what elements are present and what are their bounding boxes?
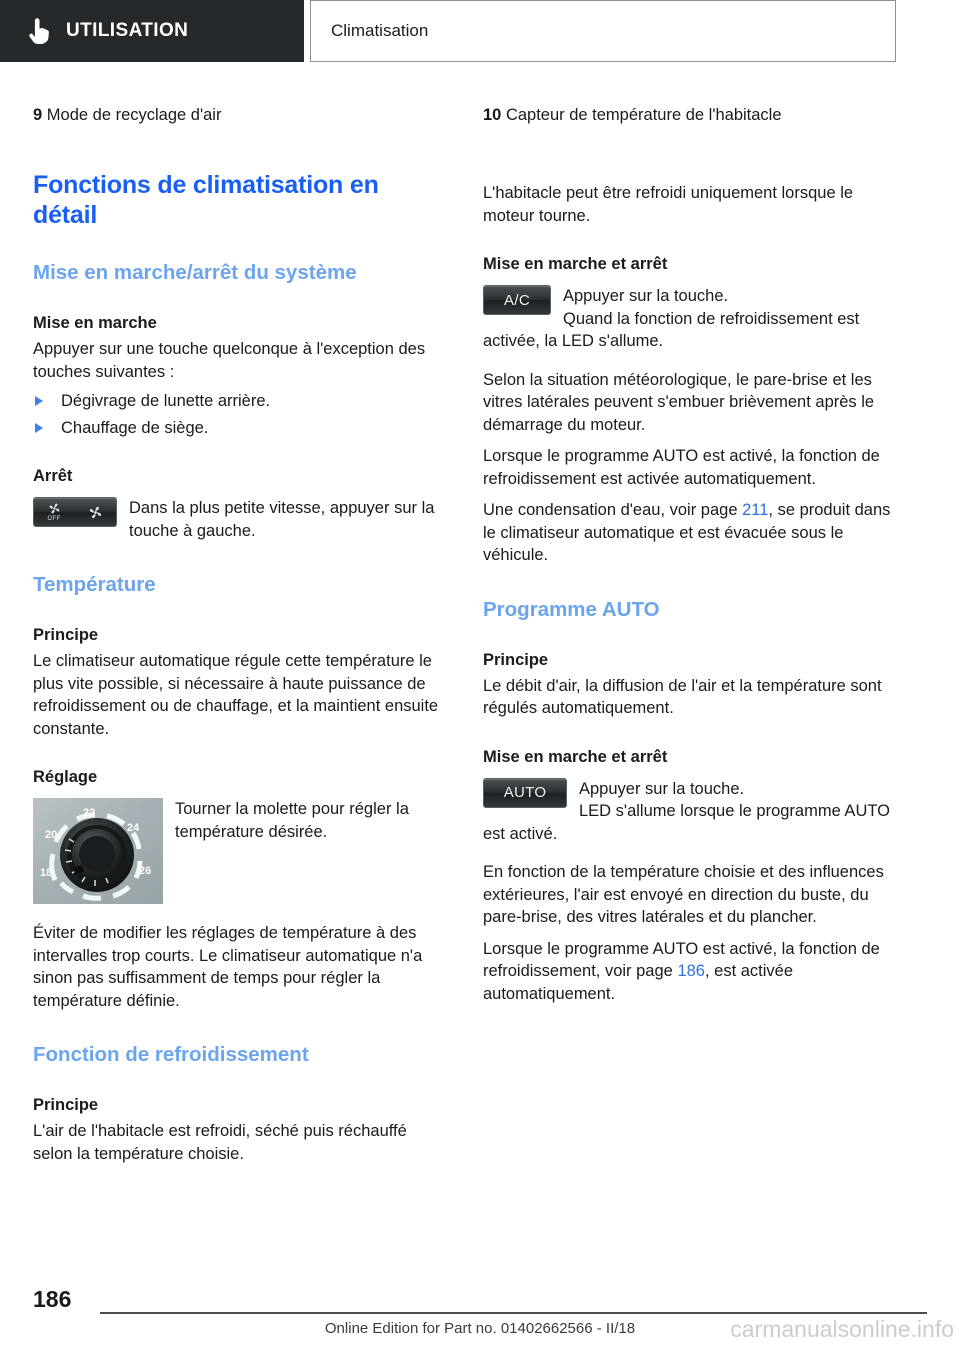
paragraph-air-direction: En fonction de la température choisie et des influences extérieures, l'air est envoyé en direction du buste, du pare-brise, des vitres latérales et du plancher. — [483, 863, 884, 926]
heading-fonction-refroidissement: Fonction de refroidissement — [33, 1043, 309, 1066]
cooling-ref-before: Lorsque le programme AUTO est activé, la fonction de refroidissement, voir page — [483, 939, 880, 980]
heading-reglage: Réglage — [33, 768, 98, 786]
legend-item-10 — [483, 104, 893, 126]
paragraph-mise-en-marche: Appuyer sur une touche quelconque à l'exception des touches suivantes : — [33, 340, 426, 381]
heading-mise-en-marche: Mise en marche — [33, 314, 157, 332]
heading-refroidissement-principe: Principe — [33, 1096, 99, 1114]
heading-arret: Arrêt — [33, 467, 73, 485]
dial-value-22: 22 — [83, 807, 96, 819]
paragraph-refroidissement-principe: L'air de l'habitacle est refroidi, séché puis réchauffé selon la température choisie. — [33, 1122, 407, 1163]
dial-value-24: 24 — [127, 822, 140, 834]
legend-item-9 — [33, 104, 443, 126]
triangle-bullet-icon — [35, 423, 43, 433]
legend-text: Mode de recyclage d'air — [46, 106, 222, 124]
cooling-ref-after: , est activée automatiquement. — [483, 962, 794, 1003]
fan-off-label: OFF — [47, 516, 61, 522]
list-item — [33, 417, 443, 440]
left-column — [33, 104, 443, 1165]
condensation-after: , se produit dans le climatiseur automatique et est évacuée sous le véhicule. — [483, 501, 891, 564]
triangle-bullet-icon — [35, 396, 43, 406]
icon-slot — [33, 497, 117, 527]
auto-instruction-row — [483, 778, 893, 846]
heading-ac-onoff: Mise en marche et arrêt — [483, 255, 668, 273]
fan-icon — [48, 502, 61, 515]
ac-instruction-row — [483, 285, 893, 353]
page-reference-link[interactable]: 211 — [742, 501, 769, 519]
chapter-title-box — [310, 0, 896, 62]
right-column — [483, 104, 893, 1005]
heading-auto-onoff: Mise en marche et arrêt — [483, 747, 668, 766]
paragraph-auto-cooling: Lorsque le programme AUTO est activé, la fonction de refroidissement est activée automatiquement. — [483, 447, 880, 488]
fan-off-cell — [47, 502, 60, 522]
arret-instruction-row — [33, 497, 443, 542]
heading-auto-principe: Principe — [483, 650, 549, 669]
arret-instruction-text: Dans la plus petite vitesse, appuyer sur la touche à gauche. — [129, 499, 435, 540]
paragraph-temperature-note: Éviter de modifier les réglages de température à des intervalles trop courts. Le climatiseur automatique n'a sinon pas suffisamment de temps pour régler la température définie. — [33, 924, 423, 1010]
heading-temperature-principe: Principe — [33, 626, 99, 644]
paragraph-condensation — [483, 499, 893, 567]
ac-button-icon — [483, 285, 551, 315]
auto-button-label: AUTO — [503, 784, 547, 801]
dial-illustration — [33, 798, 163, 904]
edition-watermark: Online Edition for Part no. 01402662566 - II/18 — [324, 1320, 636, 1337]
ac-button-label: A/C — [504, 291, 530, 309]
page-number: 186 — [33, 1286, 72, 1312]
dial-value-20: 20 — [45, 829, 58, 841]
list-item — [33, 390, 443, 413]
footer-divider — [100, 1312, 927, 1314]
exception-key-list — [33, 390, 443, 439]
chapter-title-label: Climatisation — [331, 21, 429, 40]
dial-value-26: 26 — [139, 865, 152, 877]
page-title: Fonctions de climatisation en détail — [33, 171, 379, 229]
auto-led-text: LED s'allume lorsque le programme AUTO est activé. — [483, 802, 890, 843]
paragraph-auto-principe: Le débit d'air, la diffusion de l'air et la température sont régulés automatiquement. — [483, 676, 882, 717]
site-watermark: carmanualsonline.info — [730, 1316, 954, 1342]
page-footer — [0, 1272, 960, 1362]
list-item-label: Chauffage de siège. — [61, 418, 209, 437]
paragraph-fog: Selon la situation météorologique, le pare-brise et les vitres latérales peuvent s'embuer brièvement après le démarrage du moteur. — [483, 370, 875, 434]
ac-led-text: Quand la fonction de refroidissement est activée, la LED s'allume. — [483, 309, 860, 350]
temperature-dial-photo — [33, 798, 163, 904]
paragraph-temperature-principe: Le climatiseur automatique régule cette température le plus vite possible, si nécessaire à haute puissance de refroidissement ou de chauffage, et la maintient ensuite constante. — [33, 652, 439, 738]
icon-slot — [33, 798, 163, 904]
icon-slot — [483, 285, 551, 315]
section-tab-label: UTILISATION — [66, 20, 189, 41]
auto-press-text: Appuyer sur la touche. — [579, 779, 745, 798]
pointing-hand-icon — [28, 17, 50, 45]
heading-system-onoff: Mise en marche/arrêt du système — [33, 261, 357, 284]
heading-temperature: Température — [33, 573, 156, 596]
paragraph-habitacle-intro: L'habitacle peut être refroidi uniquement lorsque le moteur tourne. — [483, 184, 854, 225]
reglage-instruction-row — [33, 798, 443, 906]
auto-button-icon — [483, 778, 567, 808]
fan-on-cell — [88, 505, 103, 520]
fan-icon — [88, 505, 103, 520]
fan-off-button-icon — [33, 497, 117, 527]
legend-text: Capteur de température de l'habitacle — [505, 106, 782, 124]
reglage-instruction-text: Tourner la molette pour régler la température désirée. — [175, 800, 409, 841]
condensation-before: Une condensation d'eau, voir page — [483, 501, 743, 519]
section-tab-utilisation[interactable] — [0, 0, 304, 62]
heading-programme-auto: Programme AUTO — [483, 597, 660, 621]
icon-slot — [483, 778, 567, 808]
page-header — [0, 0, 960, 68]
paragraph-auto-cooling-ref — [483, 938, 893, 1006]
page-reference-link[interactable]: 186 — [677, 962, 705, 980]
legend-number: 9 — [33, 106, 43, 124]
ac-press-text: Appuyer sur la touche. — [563, 287, 729, 305]
legend-number: 10 — [483, 106, 502, 124]
dial-value-18: 18 — [40, 867, 53, 879]
list-item-label: Dégivrage de lunette arrière. — [61, 392, 271, 410]
